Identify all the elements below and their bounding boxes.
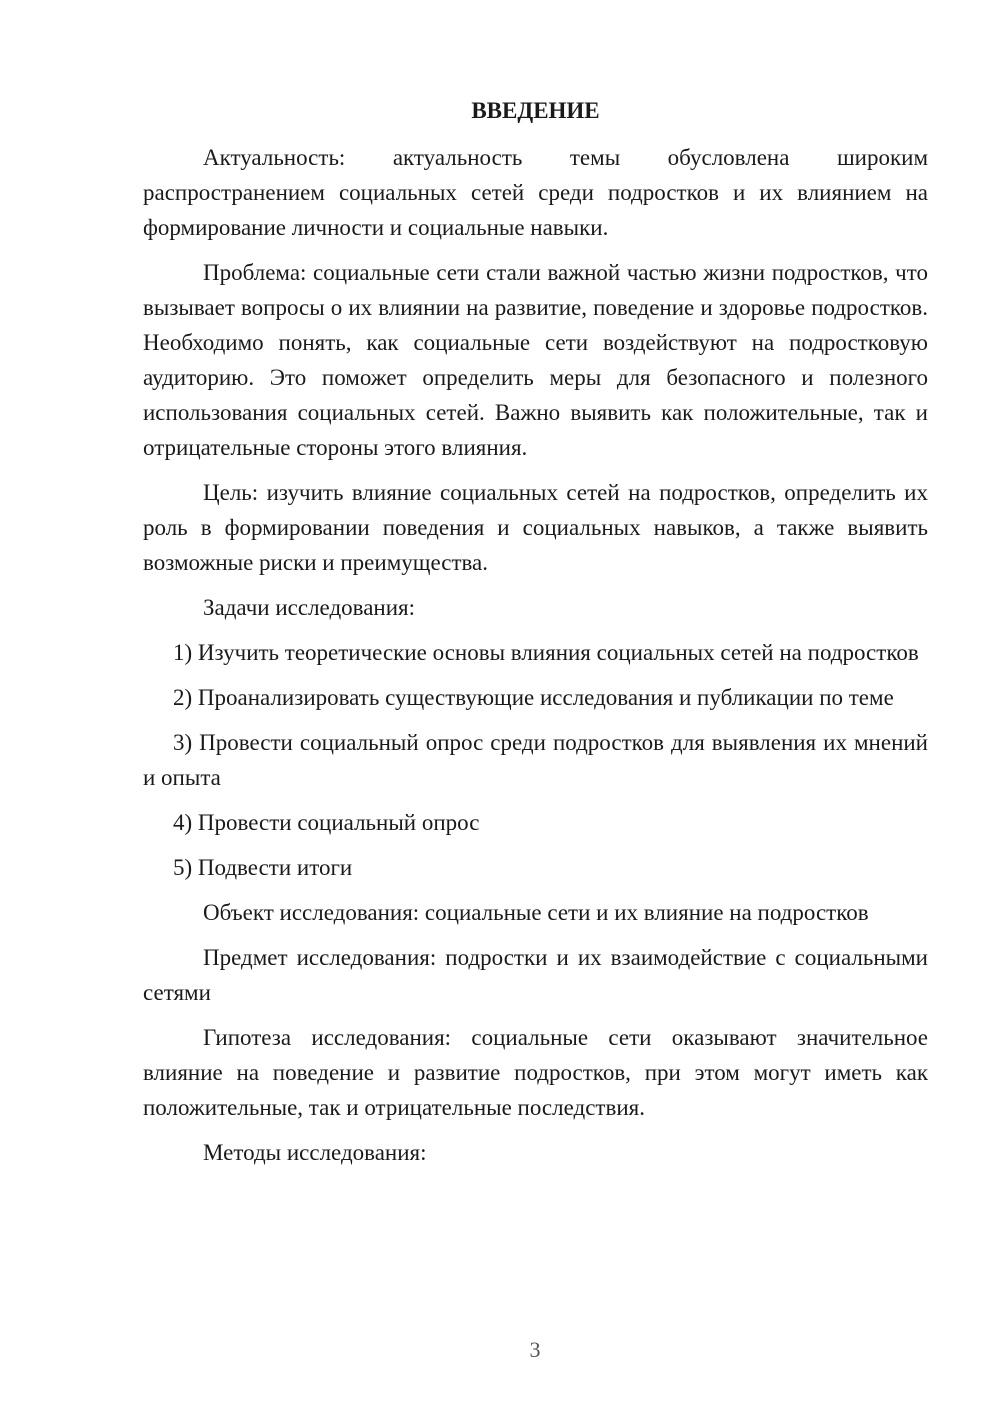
page-number: 3 — [529, 1337, 541, 1362]
task-item-5: 5) Подвести итоги — [173, 855, 353, 880]
task-item-3: 3) Провести социальный опрос среди подростков для выявления их мнений и опыта — [143, 730, 928, 790]
hypothesis-paragraph: Гипотеза исследования: социальные сети оказывают значительное влияние на поведение и развитие подростков, при этом могут иметь как положительные, так и отрицательные последствия. — [143, 1025, 928, 1120]
task-item-2: 2) Проанализировать существующие исследования и публикации по теме — [173, 685, 894, 710]
subject-paragraph: Предмет исследования: подростки и их взаимодействие с социальными сетями — [143, 945, 928, 1005]
section-title: ВВЕДЕНИЕ — [471, 98, 600, 123]
relevance-paragraph: Актуальность: актуальность темы обусловлена широким распространением социальных сетей среди подростков и их влиянием на формирование личности и социальные навыки. — [143, 145, 928, 240]
tasks-heading: Задачи исследования: — [203, 595, 416, 620]
object-paragraph: Объект исследования: социальные сети и их влияние на подростков — [203, 900, 869, 925]
methods-heading: Методы исследования: — [203, 1140, 427, 1165]
task-item-1: 1) Изучить теоретические основы влияния социальных сетей на подростков — [173, 640, 919, 665]
goal-paragraph: Цель: изучить влияние социальных сетей на подростков, определить их роль в формировании поведения и социальных навыков, а также выявить возможные риски и преимущества. — [143, 480, 928, 575]
task-item-4: 4) Провести социальный опрос — [173, 810, 480, 835]
page-content — [143, 93, 928, 1180]
problem-paragraph: Проблема: социальные сети стали важной частью жизни подростков, что вызывает вопросы о их влиянии на развитие, поведение и здоровье подростков. Необходимо понять, как социальные сети воздействуют на подростковую аудиторию. Это поможет определить меры для безопасного и полезного использования социальных сетей. Важно выявить как положительные, так и отрицательные стороны этого влияния. — [143, 260, 928, 460]
